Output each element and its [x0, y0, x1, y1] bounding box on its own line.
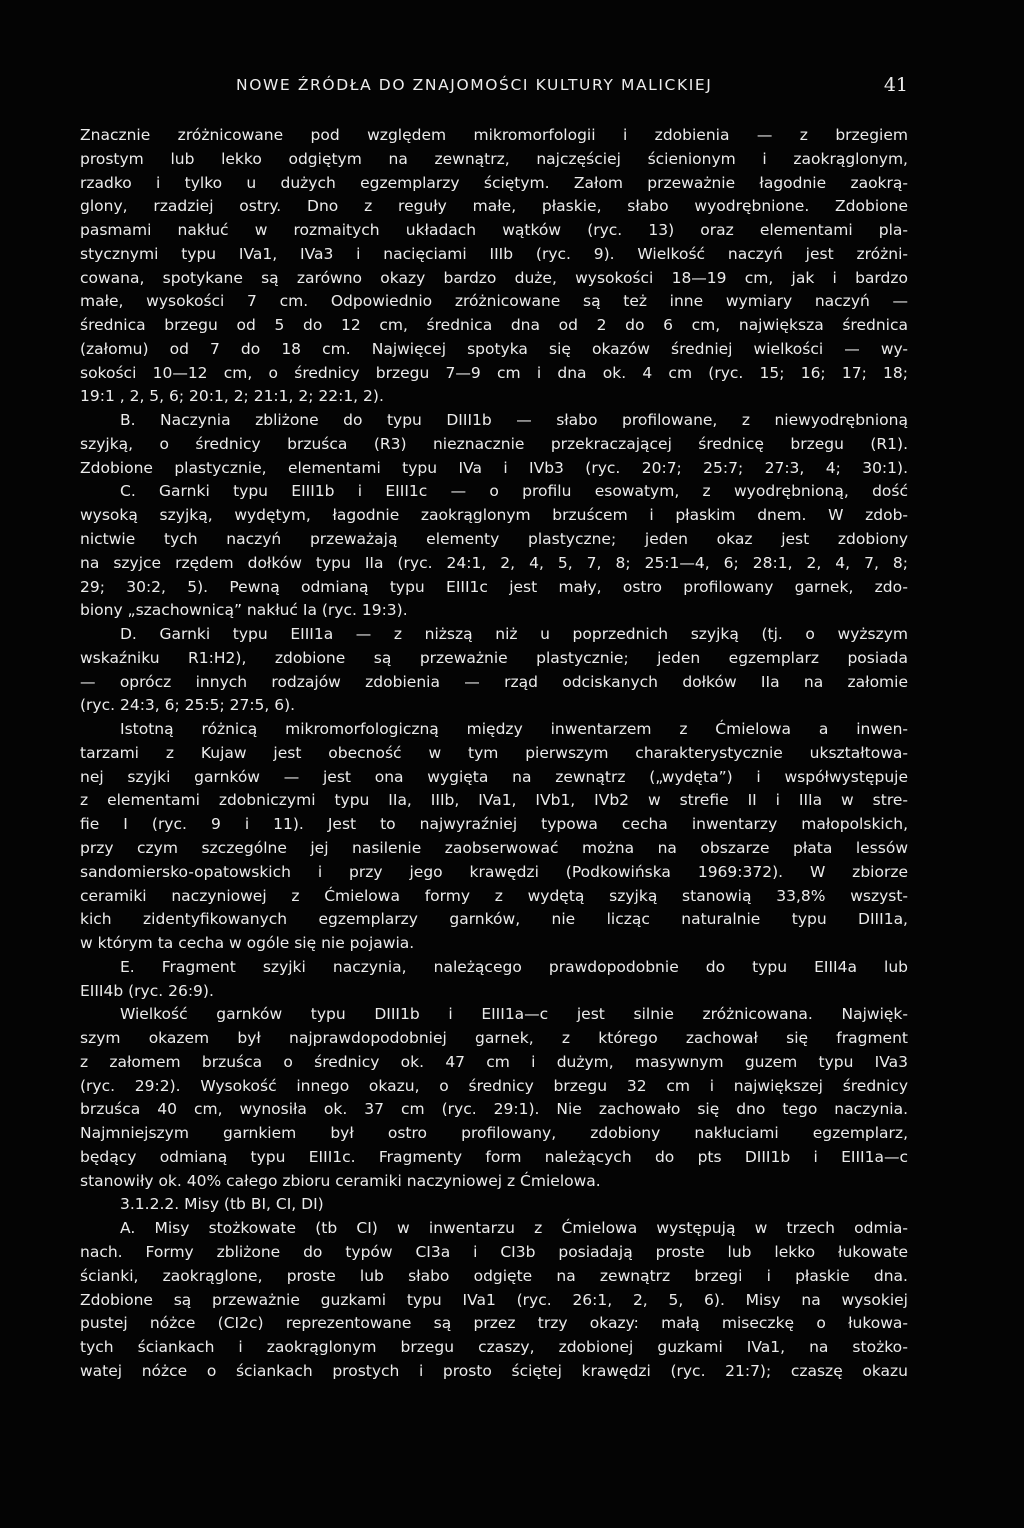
text-line: będący odmianą typu EIII1c. Fragmenty form należących do pts DIII1b i EIII1a—c	[80, 1147, 908, 1166]
text-line: średnica brzegu od 5 do 12 cm, średnica dna od 2 do 6 cm, największa średnica	[80, 316, 908, 335]
text-line: Najmniejszym garnkiem był ostro profilowany, zdobiony nakłuciami egzemplarz,	[80, 1124, 908, 1143]
page-header	[80, 74, 908, 102]
text-line: z załomem brzuśca o średnicy ok. 47 cm i dużym, masywnym guzem typu IVa3	[80, 1052, 908, 1071]
text-line: sandomiersko-opatowskich i przy jego krawędzi (Podkowińska 1969:372). W zbiorze	[80, 862, 908, 881]
text-line: na szyjce rzędem dołków typu IIa (ryc. 24:1, 2, 4, 5, 7, 8; 25:1—4, 6; 28:1, 2, 4, 7, 8;	[80, 553, 908, 572]
text-line: 19:1 , 2, 5, 6; 20:1, 2; 21:1, 2; 22:1, 2).	[80, 387, 384, 406]
text-line: 3.1.2.2. Misy (tb BI, CI, DI)	[120, 1195, 324, 1214]
text-line: fie I (ryc. 9 i 11). Jest to najwyraźniej typowa cecha inwentarzy małopolskich,	[80, 815, 908, 834]
text-line: rzadko i tylko u dużych egzemplarzy ściętym. Załom przeważnie łagodnie zaokrą-	[80, 173, 908, 192]
text-line: pustej nóżce (CI2c) reprezentowane są przez trzy okazy: małą miseczkę o łukowa-	[80, 1314, 908, 1333]
text-line: 29; 30:2, 5). Pewną odmianą typu EIII1c jest mały, ostro profilowany garnek, zdo-	[80, 577, 908, 596]
text-line: ścianki, zaokrąglone, proste lub słabo odgięte na zewnątrz brzegi i płaskie dna.	[80, 1266, 908, 1285]
text-line: Istotną różnicą mikromorfologiczną między inwentarzem z Ćmielowa a inwen-	[120, 720, 908, 739]
text-line: szym okazem był najprawdopodobniej garnek, z którego zachował się fragment	[80, 1029, 908, 1048]
text-line: pasmami nakłuć w rozmaitych układach wątków (ryc. 13) oraz elementami pla-	[80, 221, 908, 240]
text-line: glony, rzadziej ostry. Dno z reguły małe, płaskie, słabo wyodrębnione. Zdobione	[80, 197, 908, 216]
text-line: w którym ta cecha w ogóle się nie pojawia.	[80, 934, 415, 953]
text-line: tarzami z Kujaw jest obecność w tym pierwszym charakterystycznie ukształtowa-	[80, 743, 908, 762]
text-line: EIII4b (ryc. 26:9).	[80, 981, 214, 1000]
text-line: brzuśca 40 cm, wynosiła ok. 37 cm (ryc. 29:1). Nie zachowało się dno tego naczynia.	[80, 1100, 908, 1119]
text-line: ceramiki naczyniowej z Ćmielowa formy z wydętą szyjką stanowią 33,8% wszyst-	[80, 886, 908, 905]
text-line: nictwie tych naczyń przeważają elementy plastyczne; jeden okaz jest zdobiony	[80, 530, 908, 549]
text-line: stycznymi typu IVa1, IVa3 i nacięciami IIIb (ryc. 9). Wielkość naczyń jest zróżni-	[80, 244, 908, 263]
text-line: (ryc. 24:3, 6; 25:5; 27:5, 6).	[80, 696, 296, 715]
text-line: Znacznie zróżnicowane pod względem mikromorfologii i zdobienia — z brzegiem	[80, 126, 908, 144]
text-line: Wielkość garnków typu DIII1b i EIII1a—c jest silnie zróżnicowana. Najwięk-	[120, 1005, 908, 1024]
text-line: watej nóżce o ściankach prostych i prosto ściętej krawędzi (ryc. 21:7); czaszę okazu	[80, 1361, 908, 1380]
text-line: D. Garnki typu EIII1a — z niższą niż u poprzednich szyjką (tj. o wyższym	[120, 625, 908, 644]
text-line: — oprócz innych rodzajów zdobienia — rząd odciskanych dołków IIa na załomie	[80, 672, 908, 691]
text-line: stanowiły ok. 40% całego zbioru ceramiki naczyniowej z Ćmielowa.	[80, 1171, 601, 1190]
text-line: szyjką, o średnicy brzuśca (R3) nieznacznie przekraczającej średnicę brzegu (R1).	[80, 434, 908, 453]
text-line: tych ściankach i zaokrąglonym brzegu czaszy, zdobionej guzkami IVa1, na stożko-	[80, 1338, 908, 1357]
text-line: biony „szachownicą” nakłuć Ia (ryc. 19:3).	[80, 601, 408, 620]
text-line: wysoką szyjką, wydętym, łagodnie zaokrąglonym brzuścem i płaskim dnem. W zdob-	[80, 506, 908, 525]
text-line: kich zidentyfikowanych egzemplarzy garnków, nie licząc naturalnie typu DIII1a,	[80, 910, 908, 929]
text-line: B. Naczynia zbliżone do typu DIII1b — słabo profilowane, z niewyodrębnioną	[120, 411, 908, 430]
text-line: przy czym szczególne jej nasilenie zaobserwować można na obszarze płata lessów	[80, 838, 908, 857]
text-line: E. Fragment szyjki naczynia, należącego prawdopodobnie do typu EIII4a lub	[120, 957, 908, 976]
text-line: małe, wysokości 7 cm. Odpowiednio zróżnicowane są też inne wymiary naczyń —	[80, 292, 908, 311]
text-line: cowana, spotykane są zarówno okazy bardzo duże, wysokości 18—19 cm, jak i bardzo	[80, 268, 908, 287]
text-line: wskaźniku R1:H2), zdobione są przeważnie plastycznie; jeden egzemplarz posiada	[80, 648, 908, 667]
text-line: prostym lub lekko odgiętym na zewnątrz, najczęściej ścienionym i zaokrąglonym,	[80, 149, 908, 168]
text-line: nach. Formy zbliżone do typów CI3a i CI3b posiadają proste lub lekko łukowate	[80, 1242, 908, 1261]
text-line: A. Misy stożkowate (tb CI) w inwentarzu z Ćmielowa występują w trzech odmia-	[120, 1219, 908, 1238]
page-number: 41	[883, 74, 908, 96]
text-line: z elementami zdobniczymi typu IIa, IIIb, IVa1, IVb1, IVb2 w strefie II i IIIa w stre-	[80, 791, 908, 810]
body-text	[80, 124, 908, 1384]
text-line: sokości 10—12 cm, o średnicy brzegu 7—9 cm i dna ok. 4 cm (ryc. 15; 16; 17; 18;	[80, 363, 908, 382]
text-line: Zdobione plastycznie, elementami typu IVa i IVb3 (ryc. 20:7; 25:7; 27:3, 4; 30:1).	[80, 458, 908, 477]
text-line: (ryc. 29:2). Wysokość innego okazu, o średnicy brzegu 32 cm i największej średnicy	[80, 1076, 908, 1095]
text-line: Zdobione są przeważnie guzkami typu IVa1 (ryc. 26:1, 2, 5, 6). Misy na wysokiej	[80, 1290, 908, 1309]
text-line: C. Garnki typu EIII1b i EIII1c — o profilu esowatym, z wyodrębnioną, dość	[120, 482, 908, 501]
text-line: (załomu) od 7 do 18 cm. Najwięcej spotyka się okazów średniej wielkości — wy-	[80, 339, 908, 358]
running-title: NOWE ŹRÓDŁA DO ZNAJOMOŚCI KULTURY MALICKIEJ	[236, 76, 713, 94]
text-line: nej szyjki garnków — jest ona wygięta na zewnątrz („wydęta”) i współwystępuje	[80, 767, 908, 786]
